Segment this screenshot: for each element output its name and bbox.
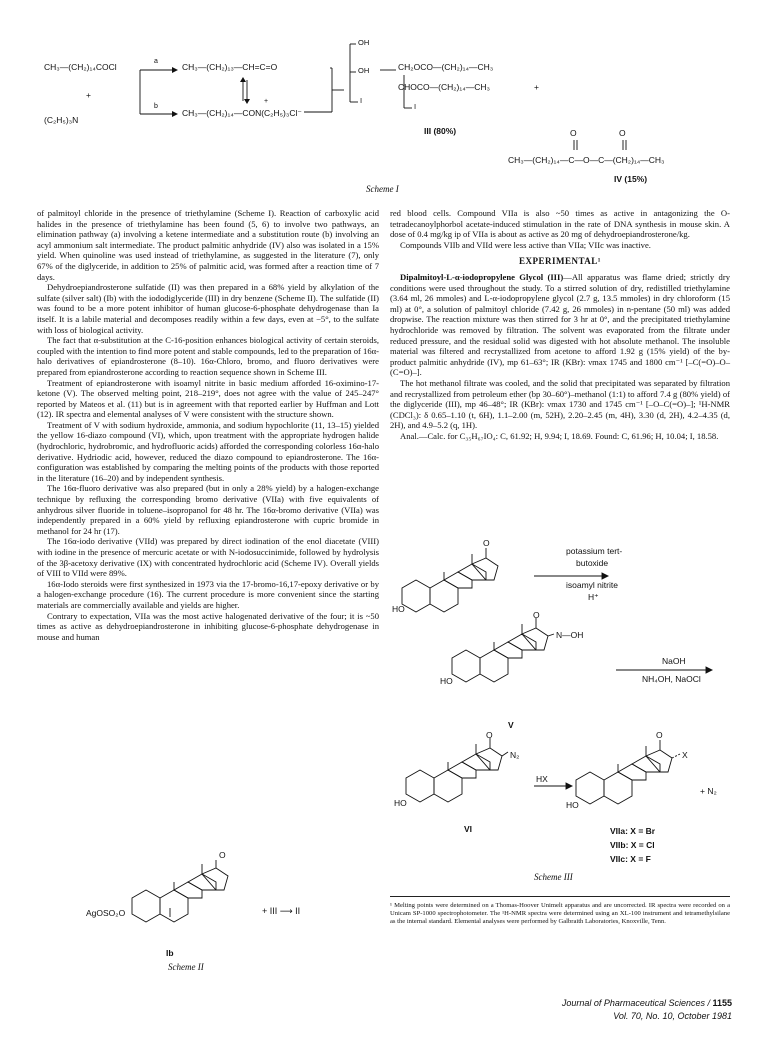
plus-n2: + N₂ xyxy=(700,786,717,796)
reagent-hx: HX xyxy=(536,774,548,784)
product-iii-label: III (80%) xyxy=(424,126,457,136)
product-plus: + xyxy=(534,82,539,92)
paragraph: The 16α-iodo derivative (VIId) was prepared by direct iodination of the enol diacetate (VIII) with iodine in the presence of mercuric acetate or with N-iodosuccinimide, followed by hydrolysis of the 3β-acetoxy derivative (IX) with concentrated hydrochloric acid (Scheme IV). Overall yields of VIII to VIId were 89%. xyxy=(37,536,379,579)
page-number: 1155 xyxy=(712,998,732,1008)
paragraph: Compounds VIIb and VIId were less active than VIIa; VIIc was inactive. xyxy=(400,239,651,250)
plus-sign: + xyxy=(86,90,91,100)
oxime-ketone-o: O xyxy=(533,610,540,620)
product-viic: VIIc: X = F xyxy=(610,854,651,864)
scheme-1-caption: Scheme I xyxy=(366,184,399,194)
ketene-intermediate: CH₃—(CH₂)₁₃—CH=C=O xyxy=(182,62,278,72)
acyl-ammonium-intermediate: CH₃—(CH₂)₁₄—CON(C₂H₅)₃Cl⁻ xyxy=(182,108,302,118)
paragraph: Treatment of epiandrosterone with isoamyl nitrite in basic medium afforded 16-oximino-17-ketone (V). The observed melting point, 218–219°, does not agree with the value of 245–247° reported by Mateos et al. (11) but is in agreement with that reported earlier by Huffman and Lott (12). IR spectra and elemental analyses of V were consistent with the structure shown. xyxy=(37,377,379,420)
product-line-2: CHOCO—(CH₂)₁₄—CH₃ xyxy=(398,82,490,92)
reagent-isoamyl-nitrite: isoamyl nitrite xyxy=(566,580,618,590)
experimental-paragraph xyxy=(390,272,730,378)
glycol-iodo: I xyxy=(360,96,363,105)
ib-label: Ib xyxy=(166,948,174,958)
left-column-text xyxy=(37,208,379,642)
reagent-butoxide: butoxide xyxy=(576,558,609,568)
diazo-n2: N₂ xyxy=(510,750,520,760)
scheme-2-equation: + III ⟶ II xyxy=(262,906,301,916)
product-viib: VIIb: X = Cl xyxy=(610,840,655,850)
ib-sulfate-group: AgOSO₂O xyxy=(86,908,126,918)
right-column-text xyxy=(390,208,730,441)
reagent-acid: H⁺ xyxy=(588,592,599,602)
scheme-2-caption: Scheme II xyxy=(168,962,204,972)
steroid-structure-ib xyxy=(128,838,248,948)
compound-vi-label: VI xyxy=(464,824,473,834)
epiandrosterone-ho: HO xyxy=(392,604,405,614)
product-viia: VIIa: X = Br xyxy=(610,826,656,836)
halo-ketone-o: O xyxy=(656,730,663,740)
halo-ho: HO xyxy=(566,800,579,810)
journal-footer-line-2: Vol. 70, No. 10, October 1981 xyxy=(613,1011,732,1021)
paragraph: Treatment of V with sodium hydroxide, ammonia, and sodium hypochlorite (11, 13–15) yielded the yellow 16-diazo compound (VI), which, upon treatment with the appropriate hydrogen halide (hydrochloric, hydrobromic, and hydrofluoric acids) afforded the corresponding colorless 16α-halo derivative. Hydriodic acid, however, reduced the diazo compound to epiandrosterone. The 16α-configuration was established by comparing the melting points of the products with those reported in the literature (16–20) and by independent synthesis. xyxy=(37,419,379,483)
path-a-label: a xyxy=(154,58,158,65)
anhydride-iv-label: IV (15%) xyxy=(614,174,648,184)
halo-x: X xyxy=(682,750,688,760)
path-b-label: b xyxy=(154,103,158,110)
ib-ketone-o: O xyxy=(219,850,226,860)
glycol-oh-1: OH xyxy=(358,38,370,47)
anhydride-carbonyl-o-1: O xyxy=(570,128,577,138)
reagent-nh4oh-naocl: NH₄OH, NaOCl xyxy=(642,674,701,684)
paragraph: Contrary to expectation, VIIa was the most active halogenated derivative of the four; it is ~50 times as active as dehydroepiandrosterone in inhibiting glucose-6-phosphate dehydrogenase in mouse and human xyxy=(37,610,379,642)
paragraph: The 16α-fluoro derivative was also prepared (but in only a 28% yield) by a halogen-exchange technique by refluxing the corresponding bromo derivative (VIIa) with five equivalents of anhydrous silver fluoride in toluene–isopropanol for 48 hr. The 16α-bromo derivative (VIIa) was independently prepared in a 60% yield by refluxing epiandrosterone with cupric bromide in methanol for 24 hr (17). xyxy=(37,483,379,536)
paragraph: The fact that α-substitution at the C-16-position enhances biological activity of certain steroids, coupled with the intention to find more potent and stable compounds, led to the preparation of 16α-halo derivatives of epiandrosterone (8–10). 16α-Chloro, bromo, and fluoro derivatives were prepared from epiandrosterone according to reaction sequence shown in Scheme III. xyxy=(37,335,379,377)
experimental-body: —All apparatus was flame dried; strictly dry conditions were used throughout the study. To a stirred solution of dry, redistilled triethylamine (3.64 ml, 26 mmoles) and L-α-iodopropylene glycol (2.7 g, 13.5 mmoles) in dry chloroform (15 ml) at 0°, a solution of palmitoyl chloride (7.42 g, 26 mmoles) in n-pentane (50 ml) was added dropwise. The reaction mixture was then stirred for 3 hr at 0°, and the precipitated triethylamine hydrochloride was removed by filtration. The solvent was evaporated from the filtrate under reduced pressure, and the residual solid was digested with hot absolute methanol. The insoluble material was filtered and recrystallized from acetone to afford 1.92 g (15% yield) of the by-product palmitic anhydride (IV), mp 61–63°; IR (KBr): νmax 1745 and 1800 cm⁻¹ [–C(=O)–O–(C=O)–]. xyxy=(390,271,730,378)
section-heading-experimental: EXPERIMENTAL¹ xyxy=(518,256,602,267)
oxime-group: N—OH xyxy=(556,630,584,640)
experimental-title: Dipalmitoyl-L-α-iodopropylene Glycol (III) xyxy=(400,271,564,282)
product-line-1: CH₂OCO—(CH₂)₁₄—CH₃ xyxy=(398,62,494,72)
scheme-1-arrows xyxy=(0,0,768,200)
product-iodo: I xyxy=(414,102,417,111)
anhydride-carbonyl-o-2: O xyxy=(619,128,626,138)
analysis-paragraph: Anal.—Calc. for C₃₅H₆₇IO₄: C, 61.92; H, 9.94; I, 18.69. Found: C, 61.96; H, 10.04; I, 18.58. xyxy=(400,430,719,441)
journal-name: Journal of Pharmaceutical Sciences / xyxy=(561,998,713,1008)
scheme-3-caption: Scheme III xyxy=(534,872,573,882)
compound-v-label: V xyxy=(508,720,514,730)
reagent-naoh: NaOH xyxy=(662,656,686,666)
anhydride-formula: CH₃—(CH₂)₁₄—C—O—C—(CH₂)₁₄—CH₃ xyxy=(508,155,665,165)
glycol-oh-2: OH xyxy=(358,66,370,75)
reagent-potassium-tert: potassium tert- xyxy=(566,546,623,556)
paragraph: The hot methanol filtrate was cooled, and the solid that precipitated was separated by filtration and recrystallized from petroleum ether (bp 30–60°)–methanol (1:1) to afford 7.4 g (80% yield) of the diglyceride (III), mp 46–48°; IR (KBr): νmax 1730 and 1745 cm⁻¹ [–O–C(=O)–]; ¹H-NMR (CDCl₃): δ 0.65–1.10 (t, 6H), 1.1–2.00 (m, 52H), 2.20–2.45 (m, 4H), 3.30 (d, 2H), 4.2–4.35 (d, 2H), and 4.9–5.2 (q, 1H). xyxy=(390,377,730,431)
diazo-ketone-o: O xyxy=(486,730,493,740)
reactant-palmitoyl-chloride: CH₃—(CH₂)₁₄COCl xyxy=(44,62,117,72)
paragraph: 16α-Iodo steroids were first synthesized in 1973 via the 17-bromo-16,17-epoxy derivative or by a halogen-exchange procedure (16). The current procedure is more convenient since the starting materials are commercially available and yields are higher. xyxy=(37,578,379,610)
epiandrosterone-o: O xyxy=(483,538,490,548)
paragraph: of palmitoyl chloride in the presence of triethylamine (Scheme I). Reaction of carboxylic acid halides in the presence of triethylamine has been found (5, 6) to involve two pathways, an elimination pathway (a) involving a ketene intermediate and a substitution route (b) involving an acyl ammonium salt intermediate. The product palmitic anhydride (IV) also was isolated in a 15% yield. When quinoline was used instead of triethylamine, as suggested in the literature (7), only 67% of the diglyceride, in addition to 25% of palmitic acid, was formed after a reaction time of 7 days. xyxy=(37,208,379,282)
oxime-ho: HO xyxy=(440,676,453,686)
paragraph: red blood cells. Compound VIIa is also ~50 times as active in antagonizing the O-tetradecanoylphorbol acetate-induced stimulation in the rate of DNA synthesis in mouse skin. A dose of 0.4 mg/kg ip of VIIa is about as active as 20 mg of dehydroepiandrosterone/kg. xyxy=(390,208,730,240)
journal-footer-line-1 xyxy=(440,998,732,1008)
paragraph: Dehydroepiandrosterone sulfatide (II) was then prepared in a 68% yield by alkylation of the sulfate (silver salt) (Ib) with the iododiglyceride (III) in dry benzene (Scheme II). The sulfatide (II) was found to be a more potent inhibitor of human glucose-6-phosphate dehydrogenase than Ia itself. It is a labile material and decomposes readily within a few days, even at −5°, to the sulfate with loss of biological activity. xyxy=(37,282,379,335)
reactant-triethylamine: (C₂H₅)₃N xyxy=(44,115,79,125)
footnote: ¹ Melting points were determined on a Thomas-Hoover Unimelt apparatus and are uncorrected. IR spectra were recorded on a Unicam SP-1000 spectrophotometer. The ¹H-NMR spectra were determined using an XL-100 instrument and tetramethylsilane as the internal standard. Elemental analyses were performed by Galbraith Laboratories, Knoxville, Tenn. xyxy=(390,902,730,925)
diazo-ho: HO xyxy=(394,798,407,808)
ammonium-charge: + xyxy=(264,98,269,105)
footnote-divider xyxy=(390,896,730,897)
